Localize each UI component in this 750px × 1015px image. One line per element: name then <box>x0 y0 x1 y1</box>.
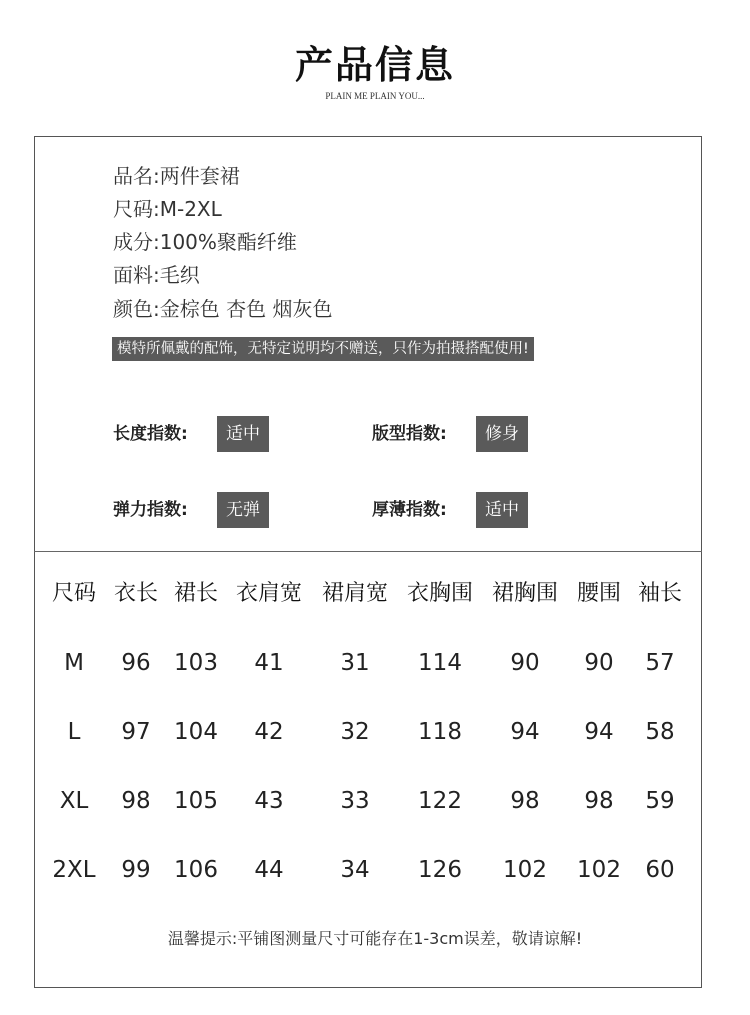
table-cell: 103 <box>174 650 218 676</box>
page-title: 产品信息 <box>294 43 455 87</box>
header-cell: 腰围 <box>576 581 622 606</box>
measurement-tip: 温馨提示:平铺图测量尺寸可能存在1-3cm误差，敬请谅解! <box>167 929 583 948</box>
table-cell: 105 <box>174 788 218 814</box>
table-cell: 94 <box>510 719 540 745</box>
table-cell: 44 <box>254 857 284 883</box>
table-cell: 33 <box>340 788 370 814</box>
table-cell: 59 <box>645 788 675 814</box>
table-cell: 96 <box>121 650 151 676</box>
table-cell: 98 <box>121 788 151 814</box>
fit-index-badge: 修身 <box>476 416 528 452</box>
table-cell: 118 <box>418 719 462 745</box>
table-cell: 2XL <box>52 857 96 883</box>
table-cell: 42 <box>254 719 284 745</box>
header-cell: 裙长 <box>173 581 219 606</box>
header-cell: 袖长 <box>637 581 683 606</box>
table-cell: XL <box>59 788 89 814</box>
table-cell: 104 <box>174 719 218 745</box>
info-colors: 颜色:金棕色 杏色 烟灰色 <box>113 297 333 321</box>
header-cell: 衣胸围 <box>406 581 474 606</box>
info-size-range: 尺码:M-2XL <box>113 197 222 221</box>
header-cell: 裙胸围 <box>491 581 559 606</box>
info-fabric: 面料:毛织 <box>113 263 200 287</box>
table-cell: 126 <box>418 857 462 883</box>
table-cell: 60 <box>645 857 675 883</box>
table-cell: 41 <box>254 650 284 676</box>
section-divider <box>34 551 702 552</box>
table-header <box>0 574 750 614</box>
table-row <box>0 712 750 752</box>
table-cell: 90 <box>584 650 614 676</box>
table-cell: M <box>64 650 84 676</box>
table-cell: 90 <box>510 650 540 676</box>
table-row <box>0 781 750 821</box>
thickness-index-label: 厚薄指数: <box>372 500 447 520</box>
table-cell: 114 <box>418 650 462 676</box>
info-composition: 成分:100%聚酯纤维 <box>113 230 297 254</box>
table-cell: 97 <box>121 719 151 745</box>
table-cell: L <box>67 719 81 745</box>
table-cell: 98 <box>510 788 540 814</box>
page-subtitle: PLAIN ME PLAIN YOU... <box>325 91 425 101</box>
table-cell: 32 <box>340 719 370 745</box>
header-cell: 衣肩宽 <box>235 581 303 606</box>
elasticity-index-badge: 无弹 <box>217 492 269 528</box>
fit-index-label: 版型指数: <box>372 424 447 444</box>
table-cell: 31 <box>340 650 370 676</box>
header-cell: 衣长 <box>113 581 159 606</box>
header-cell: 尺码 <box>51 581 97 606</box>
table-cell: 99 <box>121 857 151 883</box>
info-product-name: 品名:两件套裙 <box>113 164 240 188</box>
table-cell: 57 <box>645 650 675 676</box>
table-cell: 34 <box>340 857 370 883</box>
accessory-notice: 模特所佩戴的配饰，无特定说明均不赠送，只作为拍摄搭配使用! <box>112 337 534 361</box>
elasticity-index-label: 弹力指数: <box>113 500 188 520</box>
table-cell: 102 <box>577 857 621 883</box>
table-row <box>0 850 750 890</box>
table-cell: 106 <box>174 857 218 883</box>
length-index-label: 长度指数: <box>113 424 188 444</box>
table-cell: 43 <box>254 788 284 814</box>
table-cell: 58 <box>645 719 675 745</box>
header-cell: 裙肩宽 <box>321 581 389 606</box>
table-cell: 98 <box>584 788 614 814</box>
table-cell: 102 <box>503 857 547 883</box>
table-cell: 122 <box>418 788 462 814</box>
table-cell: 94 <box>584 719 614 745</box>
table-row <box>0 643 750 683</box>
length-index-badge: 适中 <box>217 416 269 452</box>
thickness-index-badge: 适中 <box>476 492 528 528</box>
